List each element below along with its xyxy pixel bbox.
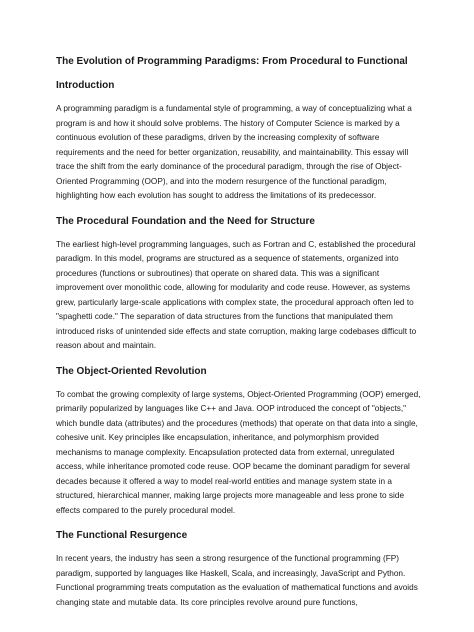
section-paragraph-introduction: A programming paradigm is a fundamental style of programming, a way of conceptualizing what a program is and how it should solve problems. The history of Computer Science is marked by a continuous evolution of these paradigms, driven by the increasing complexity of software requirements and the need for better organization, reusability, and maintainability. This essay will trace the shift from the early dominance of the procedural paradigm, through the rise of Object-Oriented Programming (OOP), and into the modern resurgence of the functional paradigm, highlighting how each evolution has sought to address the limitations of its predecessor. <box>56 104 412 200</box>
section-heading-procedural: The Procedural Foundation and the Need for Structure <box>56 215 315 227</box>
section-object-oriented <box>56 365 422 519</box>
document-page <box>56 55 422 621</box>
section-heading-functional: The Functional Resurgence <box>56 530 188 541</box>
section-procedural <box>56 215 422 354</box>
section-heading-object-oriented: The Object-Oriented Revolution <box>56 365 207 377</box>
section-paragraph-functional: In recent years, the industry has seen a strong resurgence of the functional programming (FP) paradigm, supported by languages like Haskell, Scala, and increasingly, JavaScript and Python. Functional programming treats computation as the evaluation of mathematical functions and avoids changing state and mutable data. Its core principles revolve around pure functions, <box>56 554 418 607</box>
section-introduction <box>56 79 422 204</box>
section-paragraph-object-oriented: To combat the growing complexity of large systems, Object-Oriented Programming (OOP) emerged, primarily popularized by languages like C++ and Java. OOP introduced the concept of "objects," which bundle data (attributes) and the procedures (methods) that operate on that data into a single, cohesive unit. Key principles like encapsulation, inheritance, and polymorphism provided mechanisms to manage complexity. Encapsulation protected data from external, unregulated access, while inheritance promoted code reuse. OOP became the dominant paradigm for several decades because it offered a way to model real-world entities and manage system state in a structured, hierarchical manner, making large projects more manageable and less prone to side effects compared to the purely procedural model. <box>56 389 421 515</box>
document-title: The Evolution of Programming Paradigms: From Procedural to Functional <box>56 56 408 67</box>
section-paragraph-procedural: The earliest high-level programming languages, such as Fortran and C, established the procedural paradigm. In this model, programs are structured as a sequence of statements, organized into procedures (functions or subroutines) that operate on shared data. This was a significant improvement over monolithic code, allowing for modularity and code reuse. However, as systems grew, particularly large-scale applications with complex state, the procedural approach often led to "spaghetti code." The separation of data structures from the functions that manipulated them introduced risks of unintended side effects and state corruption, making large codebases difficult to reason about and maintain. <box>56 239 417 350</box>
section-heading-introduction: Introduction <box>56 80 115 91</box>
section-functional <box>56 529 422 610</box>
